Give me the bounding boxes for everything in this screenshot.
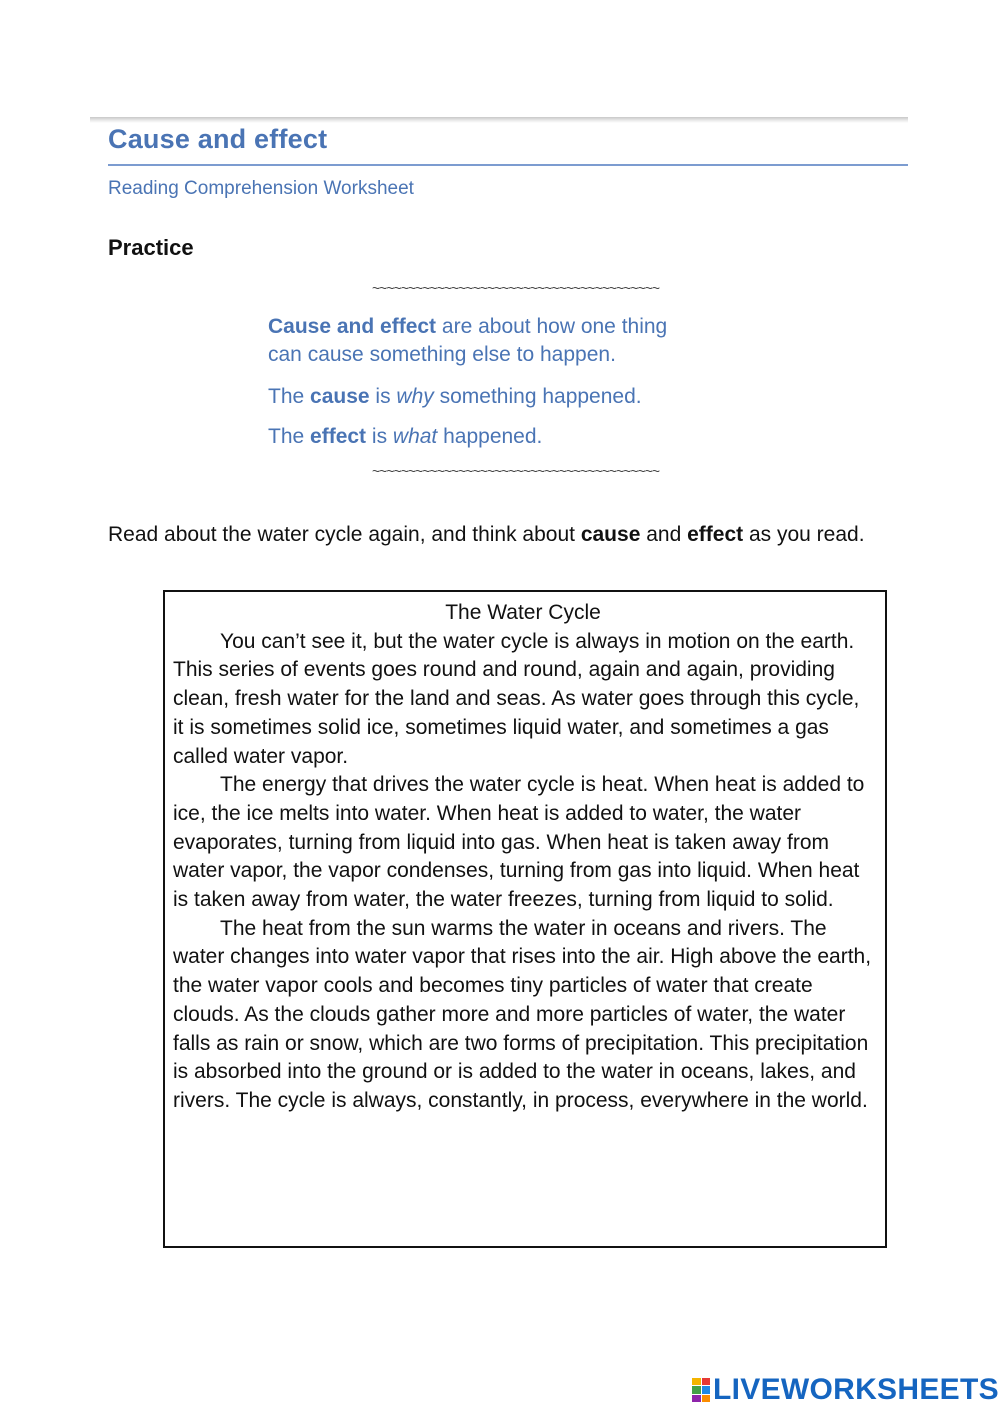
definition-line2: can cause something else to happen. <box>268 343 616 366</box>
definition-cause <box>268 383 788 411</box>
effect-pre: The <box>268 425 311 448</box>
tilde-divider-top: ~~~~~~~~~~~~~~~~~~~~~~~~~~~~~~~~~~~~~~~~ <box>372 280 660 296</box>
liveworksheets-logo-icon <box>692 1378 710 1402</box>
effect-is: is <box>366 425 393 448</box>
passage-paragraph-2: The energy that drives the water cycle is heat. When heat is added to ice, the ice melts into water. When heat is added to water, the water evaporates, turning from liquid into gas. When heat is taken away from water vapor, the vapor condenses, turning from gas into liquid. When heat is taken away from water, the water freezes, turning from liquid to solid. <box>173 773 865 912</box>
cause-pre: The <box>268 385 311 408</box>
instructions-cause: cause <box>580 523 641 546</box>
definition-term-rest: are about how one thing <box>436 315 668 338</box>
cause-word: cause <box>310 385 370 408</box>
effect-what: what <box>392 425 438 448</box>
instructions-post: as you read. <box>743 523 865 546</box>
effect-rest: happened. <box>437 425 543 448</box>
definition-cause-and-effect <box>268 313 788 369</box>
page-title: Cause and effect <box>108 124 328 154</box>
passage-paragraph-1: You can’t see it, but the water cycle is always in motion on the earth. This series of events goes round and round, again and again, providing clean, fresh water for the land and seas. As water goes through this cycle, it is sometimes solid ice, sometimes liquid water, and sometimes a gas called water vapor. <box>173 629 860 768</box>
definition-effect <box>268 423 788 451</box>
top-divider <box>90 117 908 123</box>
instructions-effect: effect <box>687 523 744 546</box>
passage <box>173 599 873 1116</box>
tilde-divider-bottom: ~~~~~~~~~~~~~~~~~~~~~~~~~~~~~~~~~~~~~~~~ <box>372 463 660 479</box>
instructions <box>108 520 908 549</box>
page-subtitle: Reading Comprehension Worksheet <box>108 178 414 199</box>
liveworksheets-logo[interactable] <box>692 1372 999 1408</box>
definition-term: Cause and effect <box>268 315 437 338</box>
effect-word: effect <box>310 425 367 448</box>
passage-title: The Water Cycle <box>445 601 601 624</box>
logo-text: LIVEWORKSHEETS <box>713 1373 999 1406</box>
instructions-pre: Read about the water cycle again, and think about <box>108 523 581 546</box>
cause-rest: something happened. <box>433 385 642 408</box>
cause-is: is <box>369 385 397 408</box>
title-underline <box>108 164 908 166</box>
passage-paragraph-3: The heat from the sun warms the water in oceans and rivers. The water changes into water vapor that rises into the air. High above the earth, the water vapor cools and becomes tiny particles of water that create clouds. As the clouds gather more and more particles of water, the water falls as rain or snow, which are two forms of precipitation. This precipitation is absorbed into the ground or is added to the water in oceans, lakes, and rivers. The cycle is always, constantly, in process, everywhere in the world. <box>173 916 872 1112</box>
practice-heading: Practice <box>108 235 194 260</box>
instructions-and: and <box>640 523 688 546</box>
cause-why: why <box>396 385 434 408</box>
